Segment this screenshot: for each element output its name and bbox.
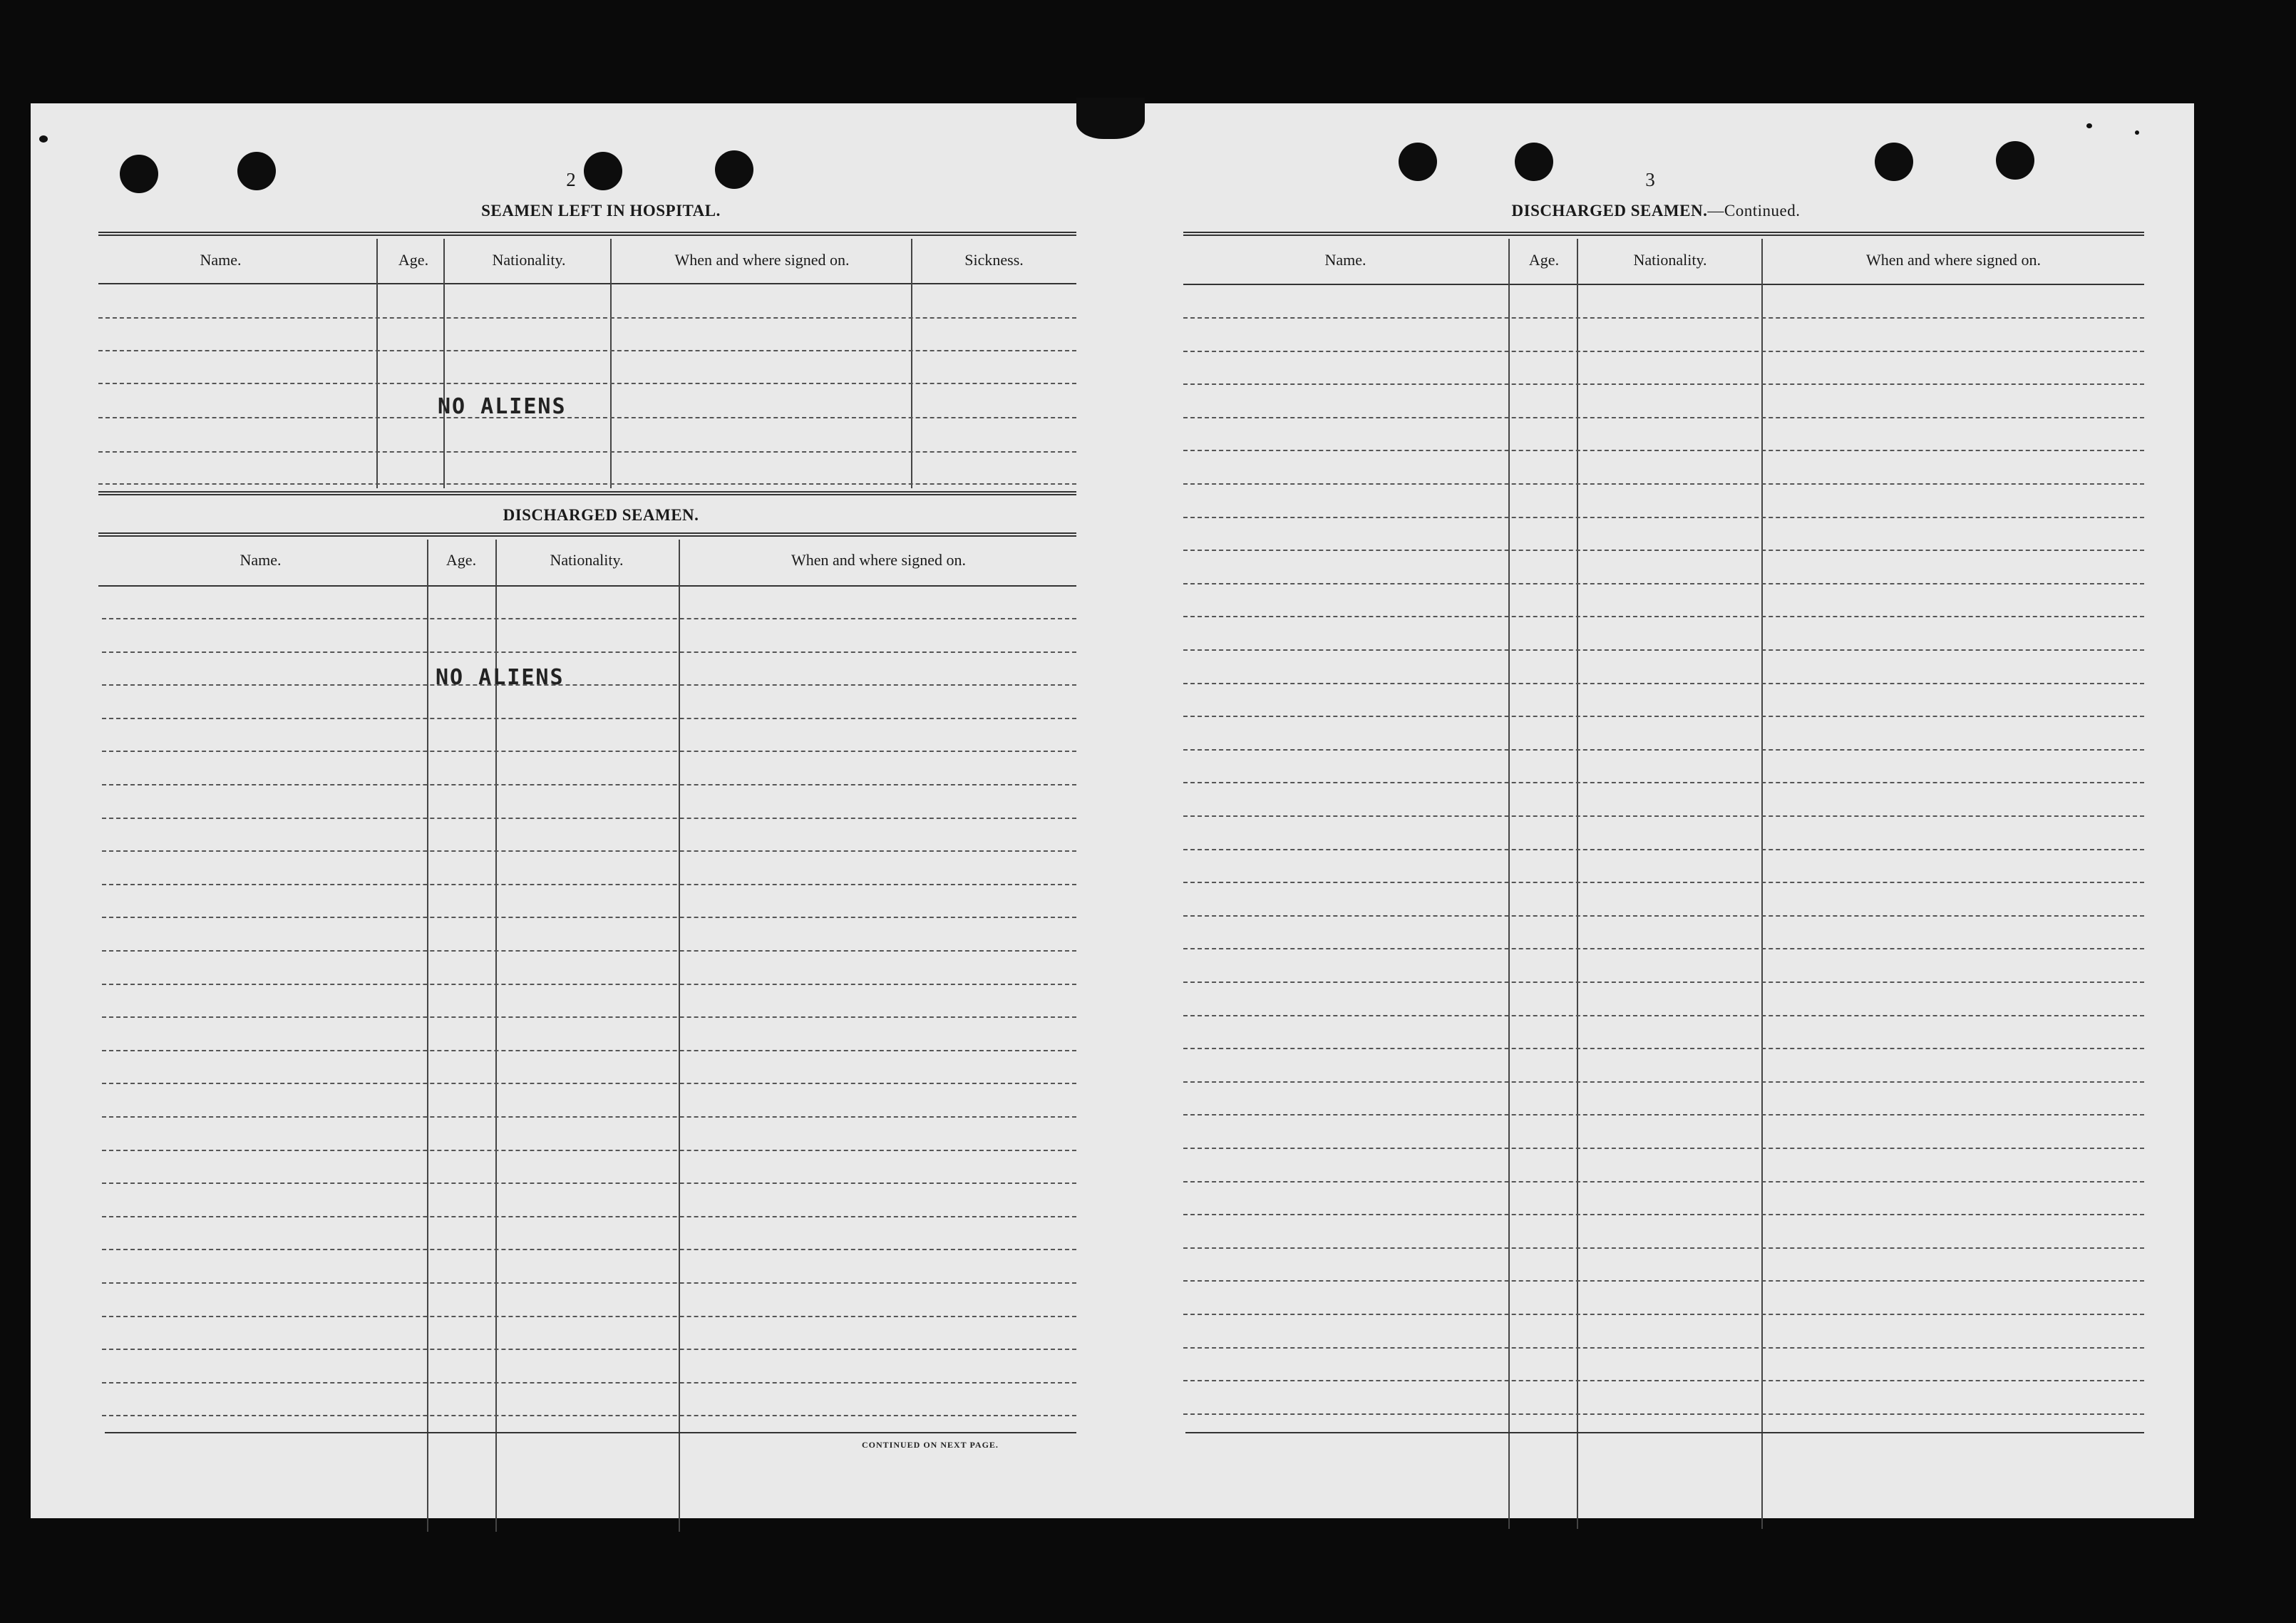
- punch-hole: [1515, 143, 1553, 181]
- double-rule: [98, 491, 1076, 495]
- column-divider: [1577, 239, 1578, 1529]
- column-header-signed-on: When and where signed on.: [1866, 251, 2041, 269]
- column-header-sickness: Sickness.: [964, 251, 1024, 269]
- table-row-line: [1183, 1280, 2144, 1282]
- table-row-line: [1183, 1015, 2144, 1016]
- table-row-line: [102, 984, 1076, 985]
- table-bottom-rule: [1185, 1432, 2144, 1433]
- table-row-line: [1183, 882, 2144, 883]
- document-sheet: [31, 103, 2194, 1518]
- table-row-line: [102, 1282, 1076, 1284]
- table-row-line: [102, 1349, 1076, 1350]
- punch-hole: [237, 152, 276, 190]
- table-row-line: [1183, 417, 2144, 418]
- table-row-line: [1183, 683, 2144, 684]
- table-row-line: [1183, 815, 2144, 817]
- table-row-line: [1183, 1347, 2144, 1349]
- table-row-line: [98, 317, 1076, 319]
- table-row-line: [1183, 616, 2144, 617]
- table-row-line: [102, 1183, 1076, 1184]
- column-header-nationality: Nationality.: [1633, 251, 1707, 269]
- table-row-line: [102, 784, 1076, 785]
- table-row-line: [98, 383, 1076, 384]
- double-rule: [98, 232, 1076, 236]
- right-page: [1107, 103, 2194, 1518]
- table-row-line: [1183, 649, 2144, 651]
- double-rule: [98, 532, 1076, 537]
- column-header-signed-on: When and where signed on.: [791, 551, 966, 569]
- column-header-age: Age.: [1528, 251, 1560, 269]
- punch-hole: [1399, 143, 1437, 181]
- table-row-line: [1183, 583, 2144, 584]
- table-row-line: [1183, 1048, 2144, 1049]
- table-row-line: [102, 850, 1076, 852]
- table-row-line: [98, 451, 1076, 453]
- table-row-line: [1183, 1114, 2144, 1116]
- ink-speck: [2086, 123, 2092, 128]
- table-row-line: [102, 818, 1076, 819]
- table-row-line: [102, 651, 1076, 653]
- table-row-line: [1183, 948, 2144, 949]
- table-row-line: [1183, 1081, 2144, 1083]
- punch-hole: [1875, 143, 1913, 181]
- left-page: [31, 103, 1107, 1518]
- table-row-line: [98, 417, 1076, 418]
- table-row-line: [1183, 849, 2144, 850]
- table-row-line: [1183, 383, 2144, 385]
- column-divider: [1508, 239, 1510, 1529]
- table-row-line: [1183, 550, 2144, 551]
- table-row-line: [102, 1150, 1076, 1151]
- table-row-line: [102, 1216, 1076, 1217]
- double-rule: [1183, 232, 2144, 236]
- table-row-line: [1183, 1148, 2144, 1149]
- column-header-signed-on: When and where signed on.: [674, 251, 850, 269]
- hospital-section-title: SEAMEN LEFT IN HOSPITAL.: [481, 202, 721, 220]
- title-main: DISCHARGED SEAMEN.: [1511, 202, 1708, 220]
- table-row-line: [98, 483, 1076, 485]
- table-row-line: [1183, 483, 2144, 485]
- table-row-line: [1183, 915, 2144, 917]
- title-suffix: —Continued.: [1707, 202, 1801, 220]
- table-row-line: [102, 1116, 1076, 1118]
- column-header-age: Age.: [398, 251, 429, 269]
- no-aliens-stamp: NO ALIENS: [436, 665, 565, 690]
- table-row-line: [1183, 981, 2144, 983]
- ink-speck: [2135, 130, 2139, 135]
- table-row-line: [102, 1415, 1076, 1416]
- table-row-line: [1183, 1314, 2144, 1315]
- table-row-line: [1183, 1380, 2144, 1381]
- table-row-line: [102, 1316, 1076, 1317]
- table-row-line: [98, 350, 1076, 351]
- punch-hole: [120, 155, 158, 193]
- column-header-nationality: Nationality.: [550, 551, 624, 569]
- punch-hole: [715, 150, 753, 189]
- ink-speck: [39, 135, 48, 143]
- header-underline: [98, 585, 1076, 587]
- table-row-line: [102, 917, 1076, 918]
- header-underline: [1183, 284, 2144, 285]
- no-aliens-stamp: NO ALIENS: [438, 394, 567, 419]
- header-underline: [98, 283, 1076, 284]
- column-header-name: Name.: [1324, 251, 1366, 269]
- column-header-name: Name.: [240, 551, 282, 569]
- page-number: 3: [1645, 169, 1655, 190]
- column-header-name: Name.: [200, 251, 242, 269]
- table-row-line: [102, 1083, 1076, 1084]
- table-row-line: [102, 718, 1076, 719]
- table-row-line: [1183, 450, 2144, 451]
- table-row-line: [1183, 1247, 2144, 1249]
- column-header-age: Age.: [446, 551, 477, 569]
- table-row-line: [102, 751, 1076, 752]
- table-row-line: [1183, 517, 2144, 518]
- table-bottom-rule: [105, 1432, 1076, 1433]
- table-row-line: [1183, 749, 2144, 751]
- table-row-line: [102, 1382, 1076, 1384]
- table-row-line: [1183, 782, 2144, 783]
- column-divider: [1761, 239, 1763, 1529]
- table-row-line: [102, 1050, 1076, 1051]
- table-row-line: [1183, 1413, 2144, 1415]
- discharged-section-title: DISCHARGED SEAMEN.: [503, 506, 699, 524]
- continued-note: CONTINUED ON NEXT PAGE.: [862, 1440, 999, 1450]
- table-row-line: [1183, 351, 2144, 352]
- page-number: 2: [566, 169, 576, 190]
- table-row-line: [1183, 1214, 2144, 1215]
- table-row-line: [102, 950, 1076, 952]
- table-row-line: [102, 618, 1076, 619]
- table-row-line: [102, 1249, 1076, 1250]
- table-row-line: [1183, 716, 2144, 717]
- column-header-nationality: Nationality.: [492, 251, 566, 269]
- table-row-line: [102, 884, 1076, 885]
- table-row-line: [102, 684, 1076, 686]
- table-row-line: [1183, 317, 2144, 319]
- discharged-continued-title: [1456, 202, 1855, 220]
- table-row-line: [1183, 1181, 2144, 1183]
- table-row-line: [102, 1016, 1076, 1018]
- punch-hole: [1996, 141, 2034, 180]
